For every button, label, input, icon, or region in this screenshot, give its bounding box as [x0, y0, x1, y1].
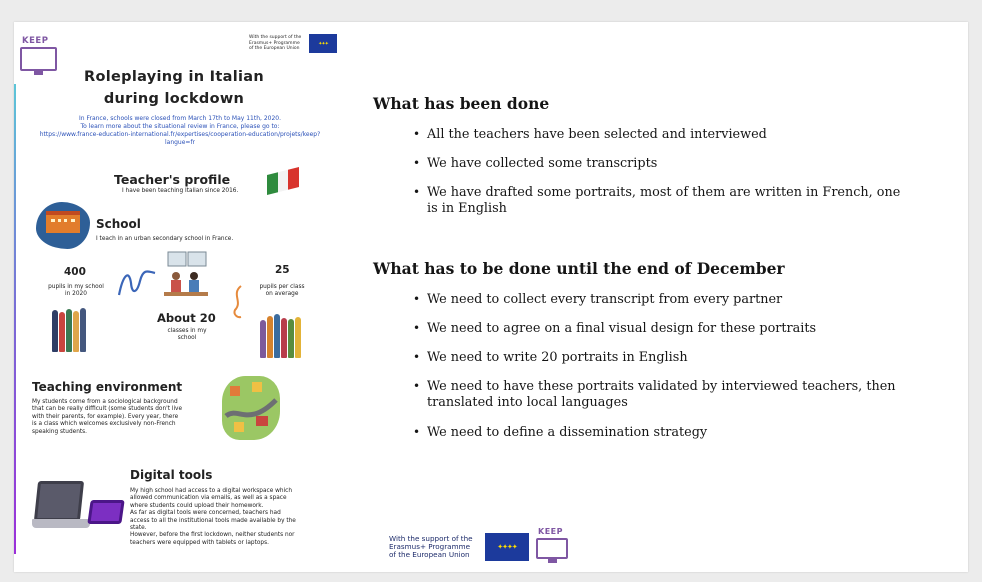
class-size-number: 25 [275, 264, 290, 276]
digital-tools-line: However, before the first lockdown, neither students nor [130, 532, 295, 539]
squiggle-blue-icon [117, 265, 157, 299]
list-item: • We have collected some transcripts [413, 156, 913, 172]
poster-title [74, 66, 274, 110]
tablet-icon [87, 500, 124, 524]
teaching-env-line: is a class which welcomes exclusively non-French [32, 421, 176, 428]
erasmus-line: of the European Union [389, 550, 470, 560]
keep-logo [20, 36, 60, 76]
teaching-env-line: with their parents, for example). Every year, there [32, 413, 179, 420]
eu-flag-icon: ✦✦✦✦ [485, 533, 529, 561]
class-size-label-line: pupils per class [259, 284, 305, 290]
pupils-label-line: pupils in my school [48, 284, 104, 290]
italian-flag-icon [267, 167, 299, 195]
pupils-label [34, 284, 118, 299]
erasmus-line: Erasmus+ Programme [389, 541, 471, 551]
school-text: I teach in an urban secondary school in France. [96, 236, 234, 242]
digital-tools-line: where students could upload their homework. [130, 502, 264, 509]
list-item: • We need to define a dissemination strategy [413, 425, 913, 441]
teaching-env-line: speaking students. [32, 428, 88, 435]
laptop-icon [34, 481, 84, 521]
erasmus-support-text: With the support of the Erasmus+ Programme of the European Union [249, 35, 302, 52]
squiggle-orange-icon [231, 284, 245, 320]
poster-title-line1: Roleplaying in Italian [84, 69, 264, 85]
school-heading: School [96, 217, 141, 231]
list-item: • All the teachers have been selected and interviewed [413, 127, 913, 143]
digital-tools-line: access to all the institutional tools made available by the [130, 517, 296, 524]
teaching-env-line: My students come from a sociological background [32, 399, 178, 405]
erasmus-badge-top [249, 34, 337, 53]
keep-logo-text: KEEP [22, 36, 49, 46]
digital-tools-line: As far as digital tools were concerned, teachers had [130, 510, 281, 517]
keep-monitor-icon [20, 47, 57, 71]
class-size-label-line: on average [265, 291, 299, 298]
teaching-env-line: that can be really difficult (some students don't live [32, 406, 183, 413]
pupils-label-line: in 2020 [65, 291, 87, 298]
teaching-env-text [32, 399, 207, 436]
keep-logo-footer-text: KEEP [538, 527, 563, 536]
keep-logo-footer [536, 527, 570, 565]
digital-tools-text [130, 488, 340, 547]
list-item: • We need to write 20 portraits in English [413, 350, 913, 366]
eu-flag-icon: ✦✦✦ [309, 34, 337, 53]
list-item: • We need to collect every transcript from every partner [413, 292, 913, 308]
teachers-profile-text: I have been teaching Italian since 2016. [122, 188, 239, 194]
erasmus-support-footer [389, 535, 481, 560]
students-icon [52, 308, 86, 352]
classes-number: About 20 [157, 311, 216, 325]
classes-label-line: school [177, 335, 197, 342]
digital-tools-heading: Digital tools [130, 468, 213, 482]
poster-info-text [20, 115, 340, 147]
slide [14, 22, 968, 572]
info-link-cont[interactable]: langue=fr [164, 139, 196, 146]
digital-tools-line: state. [130, 525, 147, 532]
erasmus-line: With the support of the [389, 533, 473, 543]
keep-monitor-stand [34, 71, 43, 75]
section-heading-done: What has been done [373, 94, 550, 113]
digital-tools-line: allowed communication via emails, as well as a space [130, 495, 287, 502]
village-icon [222, 376, 280, 440]
list-item: • We have drafted some portraits, most of them are written in French, one is in English [413, 185, 913, 216]
section-heading-todo: What has to be done until the end of December [373, 259, 785, 278]
digital-tools-line: My high school had access to a digital workspace which [130, 488, 292, 494]
class-size-label [246, 284, 318, 299]
laptop-base-icon [32, 519, 90, 528]
portrait-poster [16, 22, 341, 572]
keep-monitor-stand [548, 559, 557, 563]
info-line: To learn more about the situational review in France, please go to: [80, 123, 280, 130]
list-item: • We need to agree on a final visual design for these portraits [413, 321, 913, 337]
classroom-icon [162, 250, 210, 302]
teaching-env-heading: Teaching environment [32, 380, 183, 394]
pupils-number: 400 [64, 266, 86, 278]
classes-label [150, 328, 224, 343]
info-link[interactable]: https://www.france-education-international.fr/expertises/cooperation-education/projets/keep? [39, 131, 321, 138]
list-item: • We need to have these portraits validated by interviewed teachers, then translated into local languages [413, 379, 913, 410]
teachers-profile-heading: Teacher's profile [114, 172, 231, 187]
classes-label-line: classes in my [167, 328, 207, 334]
school-icon [46, 211, 80, 233]
digital-tools-line: teachers were equipped with tablets or laptops. [130, 539, 269, 546]
info-line: In France, schools were closed from March 17th to May 11th, 2020. [78, 115, 281, 122]
erasmus-badge-bottom [389, 533, 529, 561]
students-group-icon [260, 314, 301, 358]
poster-title-line2: during lockdown [103, 91, 245, 107]
keep-monitor-icon [536, 538, 568, 559]
